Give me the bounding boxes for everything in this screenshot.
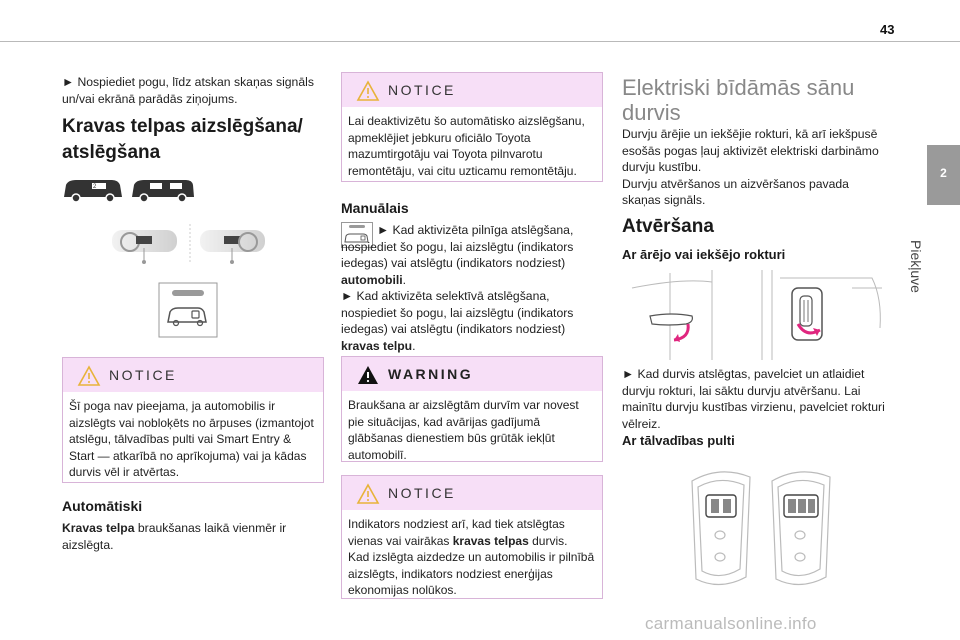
notice-box-cargo: [62, 357, 324, 483]
warning-triangle-icon: [77, 365, 101, 387]
dashboard-illustration: [110, 222, 270, 267]
door-handle-illustration: [622, 268, 886, 360]
title-line-1: Elektriski bīdāmās sānu: [622, 75, 855, 100]
manual-bold: kravas telpu: [341, 338, 413, 353]
van-icon: [132, 180, 194, 202]
notice-text-part: durvis.: [528, 533, 568, 548]
heading-line-1: Kravas telpas aizslēgšana/: [62, 116, 303, 137]
remote-key-icon: [692, 472, 750, 585]
notice-header: [342, 73, 602, 107]
manual-paragraph-1: [341, 222, 603, 288]
warning-triangle-icon: [356, 483, 380, 505]
svg-text:2: 2: [93, 184, 97, 190]
warning-header: [342, 357, 602, 391]
watermark: carmanualsonline.info: [645, 614, 817, 633]
interior-handle-icon: [792, 288, 822, 340]
chapter-label: Piekļuve: [908, 240, 924, 293]
section-heading-cargo-lock: [62, 114, 324, 166]
automatic-paragraph: [62, 520, 324, 553]
arrow-bullet-icon: ►: [62, 75, 75, 89]
title-line-2: durvis: [622, 100, 681, 125]
manual-paragraph-2: [341, 288, 603, 354]
intro-text-1: Durvju ārējie un iekšējie rokturi, kā arī iekšpusē esošās pogas ļauj aktivizēt elektriski darbināmo durvju kustību.: [622, 127, 879, 174]
notice-title: NOTICE: [109, 367, 177, 383]
manual-text: ► Kad aktivizēta pilnīga atslēgšana, nospiediet šo pogu, lai aizslēgtu (indikators iedegas) vai atslēgtu (indikators nodziest): [341, 223, 574, 270]
subheading-handle: Ar ārējo vai iekšējo rokturi: [622, 247, 786, 262]
notice-text-part: Indikators nodziest arī, kad tiek atslēgtas vienas vai vairākas: [348, 517, 565, 548]
remote-key-illustration: [680, 457, 840, 597]
manual-bold: automobili: [341, 272, 403, 287]
chapter-tab-number: 2: [940, 166, 947, 180]
manual-punct: .: [412, 338, 416, 353]
section-heading-manual: Manuālais: [341, 200, 409, 216]
warning-text: Braukšana ar aizslēgtām durvīm var novest pie situācijas, kad avārijas gadījumā glābšanas dienestiem būs grūtāk iekļūt automobilī.: [348, 398, 579, 462]
notice-title: NOTICE: [388, 485, 456, 501]
notice-header: [63, 358, 323, 392]
cargo-lock-button-icon: [158, 282, 218, 338]
subheading-remote: Ar tālvadības pulti: [622, 433, 735, 448]
page-section-title: [622, 75, 886, 125]
exterior-handle-icon: [650, 314, 692, 342]
heading-line-2: atslēgšana: [62, 142, 161, 163]
manual-text: ► Kad aktivizēta selektīvā atslēgšana, nospiediet šo pogu, lai aizslēgtu (indikators iedegas) vai atslēgtu (indikators nodziest): [341, 289, 574, 336]
notice-text-part: Kad izslēgta aizdedze un automobilis ir pilnībā aizslēgts, indikators nodziest enerģijas ekonomijas nolūkos.: [348, 550, 595, 597]
warning-box: [341, 356, 603, 462]
warning-filled-icon: [356, 364, 380, 386]
handle-paragraph: ► Kad durvis atslēgtas, pavelciet un atlaidiet durvju rokturi, lai sāktu durvju atvēršanu. Lai mainītu durvju kustības virzienu, pavelciet rokturi vēlreiz.: [622, 367, 885, 431]
section-heading-automatic: Automātiski: [62, 498, 143, 514]
sliding-doors-intro: [622, 126, 886, 209]
notice-box-deactivate: [341, 72, 603, 182]
notice-bold: kravas telpas: [452, 533, 529, 548]
notice-title: NOTICE: [388, 82, 456, 98]
intro-text-2: Durvju atvēršanos un aizvēršanos pavada skaņas signāls.: [622, 176, 849, 207]
notice-text: [342, 510, 602, 599]
warning-triangle-icon: [356, 80, 380, 102]
warning-title: WARNING: [388, 366, 474, 382]
remote-key-icon: [772, 472, 830, 585]
notice-header: [342, 476, 602, 510]
manual-punct: .: [402, 272, 407, 287]
steering-wheel-icon: [112, 230, 177, 264]
section-heading-opening: Atvēršana: [622, 216, 714, 237]
intro-text: Nospiediet pogu, līdz atskan skaņas signāls un/vai ekrānā parādās ziņojums.: [62, 75, 314, 106]
steering-wheel-icon: [200, 230, 265, 264]
van-icon: [64, 180, 122, 202]
automatic-text: braukšanas laikā vienmēr ir aizslēgta.: [62, 521, 287, 552]
intro-paragraph: [62, 74, 324, 107]
automatic-bold-text: Kravas telpa: [62, 521, 135, 535]
page-number: 43: [880, 22, 895, 37]
van-icons-illustration: [62, 175, 197, 205]
notice-box-indicator: [341, 475, 603, 599]
notice-text: Šī poga nav pieejama, ja automobilis ir aizslēgts vai nobloķēts no ārpuses (izmantojot atslēgu, tālvadības pulti vai Smart Entry & Start — atkarībā no aprīkojuma) vai ja kādas durvis vēl ir atvērtas.: [69, 399, 314, 479]
notice-text: Lai deaktivizētu šo automātisko aizslēgšanu, apmeklējiet jebkuru oficiālo Toyota mazumtirgotāju vai Toyota pilnvarotu remontētāju, vai citu uzticamu remontētāju.: [348, 114, 585, 178]
header-divider: [0, 41, 960, 42]
